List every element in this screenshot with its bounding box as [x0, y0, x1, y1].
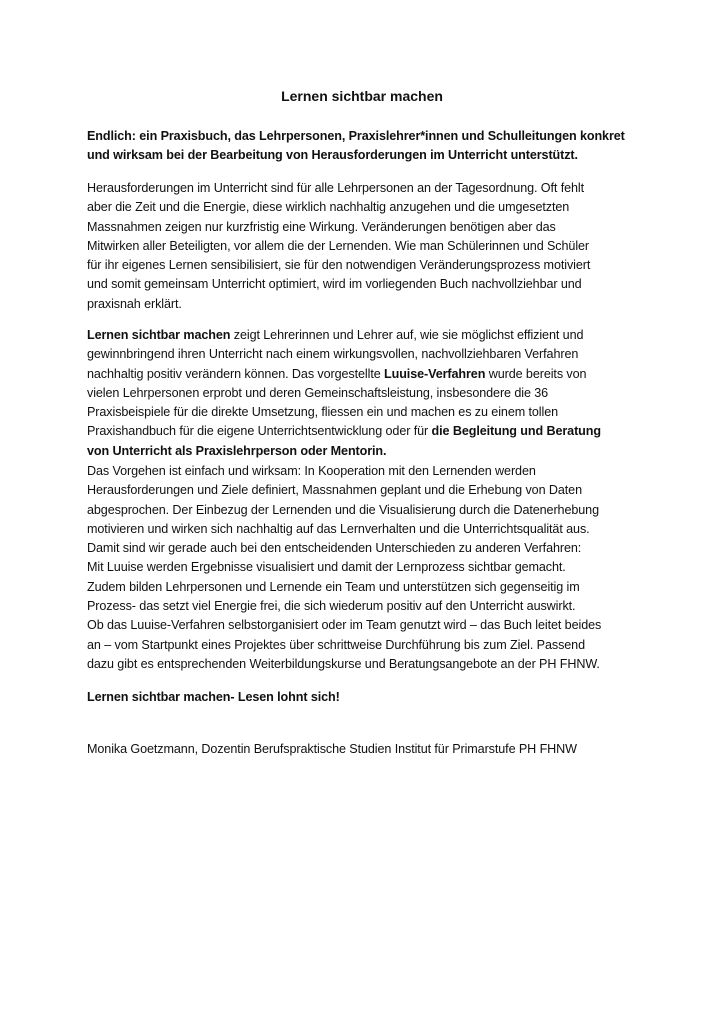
text-line: Damit sind wir gerade auch bei den entscheidenden Unterschieden zu anderen Verfahren:: [87, 541, 582, 556]
bold-method-name: Luuise-Verfahren: [384, 366, 486, 381]
text-line: Herausforderungen und Ziele definiert, Massnahmen geplant und die Erhebung von Daten: [87, 483, 582, 498]
body-paragraph-3: [87, 462, 647, 674]
text-line: an – vom Startpunkt eines Projektes über schrittweise Durchführung bis zum Ziel. Passend: [87, 637, 585, 652]
text-line: für ihr eigenes Lernen sensibilisiert, sie für den notwendigen Veränderungsprozess motiviert: [87, 258, 591, 273]
text-line: Ob das Luuise-Verfahren selbstorganisiert oder im Team genutzt wird – das Buch leitet beides: [87, 618, 602, 633]
body-paragraph-2: [87, 326, 647, 461]
text-line: [87, 326, 647, 345]
text-line: motivieren und wirken sich nachhaltig auf das Lernverhalten und die Unterrichtsqualität aus.: [87, 521, 590, 536]
text-line: von Unterricht als Praxislehrperson oder Mentorin.: [87, 443, 387, 458]
text-run: zeigt Lehrerinnen und Lehrer auf, wie sie möglichst effizient und: [230, 328, 584, 342]
closing-line: Lernen sichtbar machen- Lesen lohnt sich!: [87, 690, 340, 704]
text-line: und somit gemeinsam Unterricht optimiert, wird im vorliegenden Buch nachvollziehbar und: [87, 277, 582, 292]
bold-emphasis: die Begleitung und Beratung: [431, 424, 601, 439]
text-line: Prozess- das setzt viel Energie frei, die sich wiederum positiv auf den Unterricht auswirkt.: [87, 599, 576, 614]
text-line: Massnahmen zeigen nur kurzfristig eine Wirkung. Veränderungen benötigen aber das: [87, 219, 556, 234]
text-line: Mitwirken aller Beteiligten, vor allem die der Lernenden. Wie man Schülerinnen und Schüler: [87, 238, 590, 253]
text-line: [87, 422, 647, 441]
text-run: nachhaltig positiv verändern können. Das vorgestellte: [87, 366, 385, 381]
bold-book-title: Lernen sichtbar machen: [87, 328, 231, 342]
text-line: abgesprochen. Der Einbezug der Lernenden und die Visualisierung durch die Datenerhebung: [87, 502, 599, 517]
text-run: Praxishandbuch für die eigene Unterrichtsentwicklung oder für: [87, 424, 432, 439]
text-line: Mit Luuise werden Ergebnisse visualisiert und damit der Lernprozess sichtbar gemacht.: [87, 560, 566, 575]
text-line: Praxisbeispiele für die direkte Umsetzung, fliessen ein und machen es zu einem tollen: [87, 405, 559, 420]
text-line: Das Vorgehen ist einfach und wirksam: In Kooperation mit den Lernenden werden: [87, 464, 536, 478]
intro-paragraph: [87, 127, 647, 166]
document-title: Lernen sichtbar machen: [281, 88, 443, 104]
text-line: praxisnah erklärt.: [87, 296, 182, 311]
text-line: Herausforderungen im Unterricht sind für alle Lehrpersonen an der Tagesordnung. Oft fehlt: [87, 181, 585, 195]
text-line: Zudem bilden Lehrpersonen und Lernende ein Team und unterstützen sich gegenseitig im: [87, 579, 580, 594]
text-line: Endlich: ein Praxisbuch, das Lehrpersonen, Praxislehrer*innen und Schulleitungen konkret: [87, 129, 625, 143]
text-line: aber die Zeit und die Energie, diese wirklich nachhaltig anzugehen und die umgesetzten: [87, 200, 570, 215]
text-line: [87, 365, 647, 384]
text-line: vielen Lehrpersonen erprobt und deren Gemeinschaftsleistung, insbesondere die 36: [87, 385, 549, 400]
text-line: gewinnbringend ihren Unterricht nach einem wirkungsvollen, nachvollziehbaren Verfahren: [87, 347, 579, 362]
text-line: und wirksam bei der Bearbeitung von Herausforderungen im Unterricht unterstützt.: [87, 148, 578, 163]
author-signature: Monika Goetzmann, Dozentin Berufspraktische Studien Institut für Primarstufe PH FHNW: [87, 742, 577, 756]
text-line: dazu gibt es entsprechenden Weiterbildungskurse und Beratungsangebote an der PH FHNW.: [87, 656, 600, 671]
body-paragraph-1: [87, 179, 647, 314]
text-run: wurde bereits von: [485, 366, 587, 381]
